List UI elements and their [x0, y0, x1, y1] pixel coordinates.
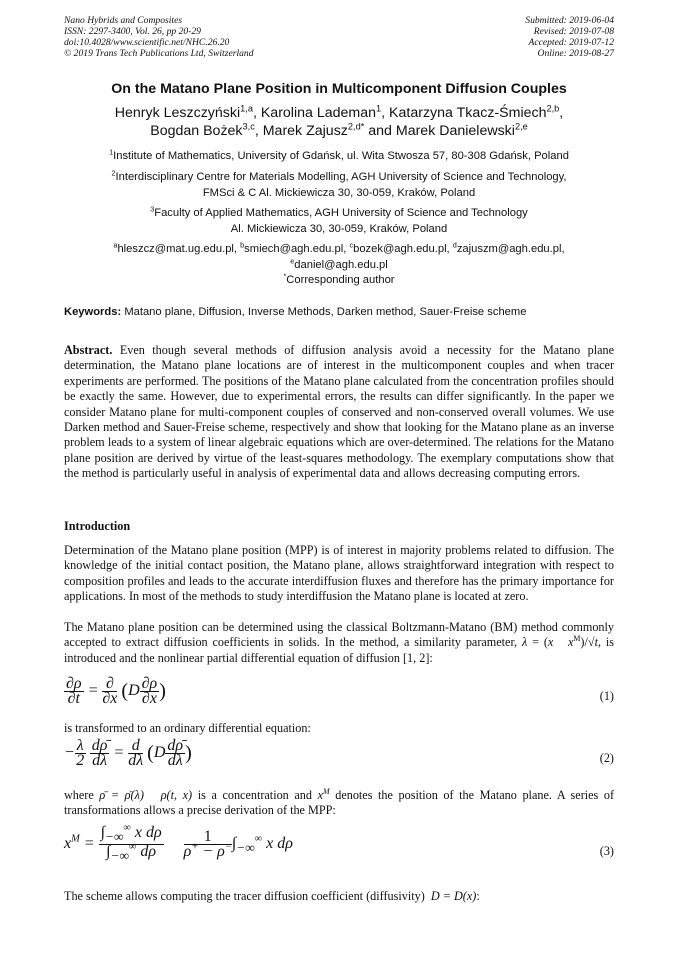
diffusivity-formula: D = D(x) — [430, 889, 477, 903]
equation-2 — [64, 739, 614, 779]
intro-paragraph-2-text: The Matano plane position can be determined using the classical Boltzmann-Matano (BM) method commonly accepted to extract diffusion coefficients in solids. In the method, a similarity parameter, — [64, 620, 614, 650]
equation-3 — [64, 822, 614, 876]
date-online: Online: 2019-08-27 — [537, 48, 614, 59]
author-name: Karolina Lademan — [260, 105, 376, 121]
email-link[interactable]: bozek@agh.edu.pl, — [353, 243, 450, 255]
author-name: Marek Danielewski — [395, 123, 515, 139]
author-affil-mark: 2,e — [514, 121, 528, 132]
keywords-label: Keywords: — [64, 306, 122, 318]
author-affil-mark: 1 — [376, 103, 382, 114]
abstract — [64, 343, 614, 482]
last-line: The scheme allows computing the tracer diffusion coefficient (diffusivity) D = D(x): — [64, 889, 480, 903]
affiliation-text: FMSci & C Al. Mickiewicza 30, 30-059, Kraków, Poland — [202, 186, 476, 199]
affiliation-text: Faculty of Applied Mathematics, AGH University of Science and Technology — [154, 207, 528, 219]
email-link[interactable]: daniel@agh.edu.pl — [294, 258, 388, 271]
abstract-label: Abstract. — [64, 343, 113, 357]
equation-3-formula: $x^M$ = $\frac{\int_{-\infty}^\infty x d\rho}{\int_{-\infty}^\infty d\rho}$ $\frac{1}{\rho^+ - \rho^-}$ $\int_{-\infty}^\infty$ x dρ — [64, 822, 293, 864]
email-link[interactable]: hleszcz@mat.ug.edu.pl, — [117, 243, 238, 255]
similarity-parameter-formula: λ = (x $x^M)/√t$ — [521, 634, 598, 650]
abstract-text: Even though several methods of diffusion analysis avoid a necessity for the Matano plane determination, the Matano plane locations are of interest in the multicomponent couples and when tracer experiments are performed. The positions of the Matano plane calculated from the concentration profiles should be exactly the same. However, due to experimental errors, the results can differ significantly. In the paper we consider Matano plane for multi-component couples of conserved and non-conserved overall volumes. We use Darken method and Sauer-Freise scheme, respectively and show that looking for the Matano plane as an inverse problem leads to a system of linear algebraic equations which are over-determined. The relations for the Matano plane position are derived by virtue of the least-squares methodology. The exemplary computations show that the method is particularly useful in analysis of experimental data and allows decreasing computing errors. — [64, 343, 615, 481]
author-affil-mark: 1,a — [240, 103, 253, 114]
affiliation-text: Al. Mickiewicza 30, 30-059, Kraków, Poland — [230, 222, 448, 235]
where-text: denotes the position of the Matano plane. A series of transformations allows a precise derivation of the MPP: — [64, 788, 615, 818]
affiliation-3: $^3$Faculty of Applied Mathematics, AGH University of Science and Technology Al. Mickiewicza 30, 30-059, Kraków, Poland — [150, 204, 528, 235]
journal-name: Nano Hybrids and Composites — [64, 15, 183, 26]
journal-info — [64, 15, 254, 59]
equation-1-formula: $\frac{\partial\rho}{\partial t}$ = $\frac{\partial}{\partial x}$ (D $\frac{\partial\rho}{\partial x}$ ) — [66, 675, 166, 707]
matano-symbol: $x^M$ — [317, 786, 330, 802]
equation-number: (3) — [599, 844, 614, 858]
date-submitted: Submitted: 2019-06-04 — [525, 15, 614, 26]
keywords-text: Matano plane, Diffusion, Inverse Methods, Darken method, Sauer-Freise scheme — [124, 306, 527, 318]
rho-bar-formula: ρ̄ = ρ̄(λ) ρ(t, x) — [99, 788, 193, 802]
journal-doi: doi:10.4028/www.scientific.net/NHC.26.20 — [64, 37, 230, 48]
affiliation-text: Institute of Mathematics, University of Gdańsk, ul. Wita Stwosza 57, 80-308 Gdańsk, Poland — [113, 150, 569, 162]
author-name: Bogdan Bożek — [150, 123, 243, 139]
author-and: and — [368, 123, 392, 139]
author-affil-mark: 2,b — [546, 103, 560, 114]
keywords — [64, 306, 624, 318]
intro-paragraph-2-end: , is introduced and the nonlinear partial differential equation of diffusion [1, 2]: — [64, 635, 614, 665]
corresponding-note: Corresponding author — [286, 274, 395, 286]
author-name: Henryk Leszczyński — [114, 105, 241, 121]
intro-paragraph-2 — [64, 620, 614, 666]
date-accepted: Accepted: 2019-07-12 — [528, 37, 614, 48]
equation-1 — [64, 677, 614, 717]
paper-title: On the Matano Plane Position in Multicomponent Diffusion Couples — [111, 81, 567, 97]
journal-issn: ISSN: 2297-3400, Vol. 26, pp 20-29 — [64, 26, 201, 37]
equation-number: (1) — [599, 689, 614, 703]
where-text: is a concentration and — [197, 788, 312, 802]
where-paragraph — [64, 788, 614, 819]
equation-number: (2) — [599, 751, 614, 765]
affiliation-text: Interdisciplinary Centre for Materials Modelling, AGH University of Science and Technology, — [115, 171, 567, 183]
author-emails: $^a$hleszcz@mat.ug.edu.pl, $^b$smiech@agh.edu.pl, $^c$bozek@agh.edu.pl, $^d$zajuszm@agh.edu.pl, $^e$daniel@agh.edu.pl *Corresponding author — [113, 240, 565, 286]
intro-paragraph-1: Determination of the Matano plane position (MPP) is of interest in majority problems related to diffusion. The knowledge of the initial contact position, the Matano plane, allows straightforward integration with respect to composition profiles and leads to the accurate interdiffusion fluxes and therefore has the primary importance for applications. In most of the methods to study interdiffusion the Matano plane is located at zero. — [64, 543, 614, 604]
submission-dates — [525, 15, 614, 59]
section-heading-introduction: Introduction — [64, 519, 131, 533]
equation-2-formula: − $\frac{\lambda}{2}$ $\frac{d\rhō}{d\lambda}$ = $\frac{d}{d\lambda}$ (D $\frac{d\rhō}{d\lambda}$ ) — [64, 737, 192, 769]
affiliation-2: $^2$Interdisciplinary Centre for Materials Modelling, AGH University of Science and Technology, FMSci & C Al. Mickiewicza 30, 30-059, Kraków, Poland — [111, 168, 567, 199]
author-name: Marek Zajusz — [262, 123, 348, 139]
affiliation-1: $^1$Institute of Mathematics, University of Gdańsk, ul. Wita Stwosza 57, 80-308 Gdańsk, Poland — [109, 147, 569, 162]
last-line-text: The scheme allows computing the tracer diffusion coefficient (diffusivity) — [64, 889, 425, 903]
date-revised: Revised: 2019-07-08 — [533, 26, 614, 37]
where-text: where — [64, 788, 94, 802]
author-affil-mark: 3,c — [242, 121, 255, 132]
text-after-equation-1: is transformed to an ordinary differential equation: — [64, 721, 311, 735]
email-link[interactable]: smiech@agh.edu.pl, — [244, 243, 347, 255]
journal-copyright: © 2019 Trans Tech Publications Ltd, Switzerland — [64, 48, 254, 59]
author-list: Henryk Leszczyński$^{1,a}$, Karolina Lademan$^1$, Katarzyna Tkacz-Śmiech$^{2,b}$, Bogdan Bożek$^{3,c}$, Marek Zajusz$^{2,d*}$ and Marek Danielewski$^{2,e}$ — [114, 103, 564, 139]
author-name: Katarzyna Tkacz-Śmiech — [389, 105, 547, 121]
author-affil-mark: 2,d* — [347, 121, 365, 132]
email-link[interactable]: zajuszm@agh.edu.pl, — [456, 243, 565, 255]
